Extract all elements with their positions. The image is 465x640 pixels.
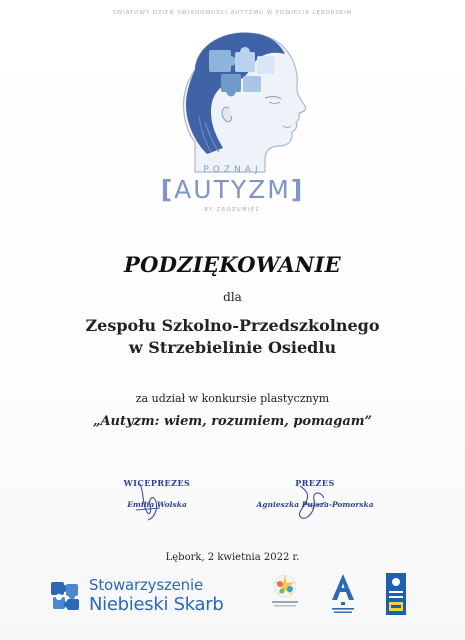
certificate-reason: za udział w konkursie plastycznym xyxy=(135,392,330,405)
logo-tagline: BY ZROZUMIEĆ xyxy=(204,207,261,213)
logo-bracket-left: [ xyxy=(160,175,175,204)
signature-vice-president xyxy=(82,478,232,528)
logo-autyzm-word: AUTYZM xyxy=(174,175,291,204)
contest-name: „Autyzm: wiem, rozumiem, pomagam” xyxy=(92,414,373,429)
light-it-up-blue-logo-icon xyxy=(385,572,407,620)
certificate-for: dla xyxy=(223,290,242,304)
world-autism-day-logo-icon xyxy=(268,572,302,616)
puzzle-logo-icon xyxy=(45,576,85,616)
president-title: PREZES xyxy=(295,478,335,488)
vice-president-title: WICEPREZES xyxy=(123,478,191,488)
org-name-line-1: Stowarzyszenie xyxy=(89,576,203,594)
recipient-name xyxy=(0,315,465,359)
signature-president xyxy=(240,478,390,528)
certificate-title: PODZIĘKOWANIE xyxy=(124,252,341,277)
recipient-line-1: Zespołu Szkolno-Przedszkolnego xyxy=(85,316,380,335)
autism-head-logo-icon xyxy=(165,22,315,180)
campaign-line: ŚWIATOWY DZIEŃ ŚWIADOMOŚCI AUTYZMU W POWIECIE LĘBORSKIM xyxy=(112,10,353,16)
president-name: Agnieszka Pujsza-Pomorska xyxy=(256,500,374,509)
logo-bracket-right: ] xyxy=(290,175,305,204)
autism-association-logo-icon xyxy=(328,572,358,620)
recipient-line-2: w Strzebielinie Osiedlu xyxy=(128,338,337,357)
logo-autyzm-text xyxy=(0,175,465,204)
org-name-line-2: Niebieski Skarb xyxy=(89,594,224,615)
logo-poznaj-text: POZNAJ xyxy=(203,165,262,175)
place-date: Lębork, 2 kwietnia 2022 r. xyxy=(165,552,300,563)
organization-logo xyxy=(45,574,245,618)
vice-president-name: Emilia Wolska xyxy=(127,500,187,509)
